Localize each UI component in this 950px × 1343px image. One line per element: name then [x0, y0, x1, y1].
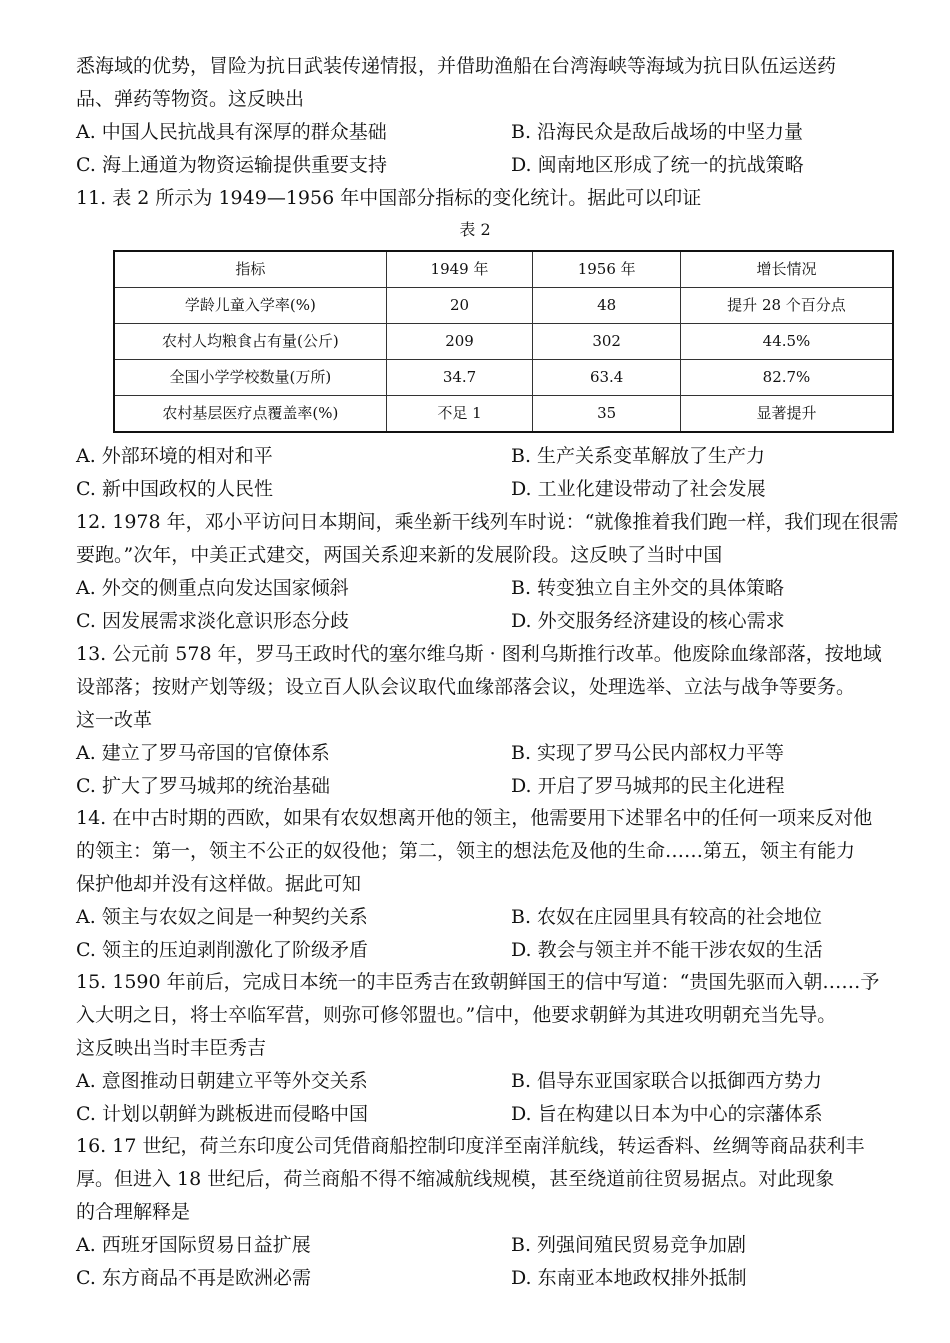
option-a[interactable]: A. 领主与农奴之间是一种契约关系	[76, 906, 368, 928]
table-cell: 44.5%	[680, 324, 893, 360]
table-row	[114, 396, 893, 433]
table-cell: 34.7	[386, 360, 533, 396]
question-15	[76, 966, 906, 1131]
option-d[interactable]: D. 开启了罗马城邦的民主化进程	[511, 775, 785, 797]
question-stem-line: 13. 公元前 578 年，罗马王政时代的塞尔维乌斯 · 图利乌斯推行改革。他废除血缘部落，按地域	[76, 643, 882, 665]
options-row	[76, 1262, 906, 1295]
table-cell: 显著提升	[680, 396, 893, 433]
table-cell: 农村人均粮食占有量(公斤)	[114, 324, 386, 360]
table-cell: 农村基层医疗点覆盖率(%)	[114, 396, 386, 433]
option-b[interactable]: B. 农奴在庄园里具有较高的社会地位	[511, 906, 823, 928]
options-row	[76, 1229, 906, 1262]
option-b[interactable]: B. 实现了罗马公民内部权力平等	[511, 742, 785, 764]
option-d[interactable]: D. 外交服务经济建设的核心需求	[511, 610, 785, 632]
options-row	[76, 473, 906, 506]
option-d[interactable]: D. 闽南地区形成了统一的抗战策略	[511, 154, 804, 176]
option-a[interactable]: A. 建立了罗马帝国的官僚体系	[76, 742, 330, 764]
option-b[interactable]: B. 转变独立自主外交的具体策略	[511, 577, 785, 599]
option-d[interactable]: D. 东南亚本地政权排外抵制	[511, 1267, 747, 1289]
table-row	[114, 288, 893, 324]
question-stem-line: 入大明之日，将士卒临军营，则弥可修邻盟也。”信中，他要求朝鲜为其进攻明朝充当先导。	[76, 1004, 837, 1026]
options-row	[76, 770, 906, 803]
question-stem-line: 保护他却并没有这样做。据此可知	[76, 873, 362, 895]
table-cell: 209	[386, 324, 533, 360]
question-stem-line: 16. 17 世纪，荷兰东印度公司凭借商船控制印度洋至南洋航线，转运香料、丝绸等商品获利丰	[76, 1135, 865, 1157]
table-row	[114, 324, 893, 360]
option-a[interactable]: A. 外部环境的相对和平	[76, 445, 273, 467]
options-row	[76, 149, 906, 182]
option-a[interactable]: A. 西班牙国际贸易日益扩展	[76, 1234, 311, 1256]
question-stem-line: 要跑。”次年，中美正式建交，两国关系迎来新的发展阶段。这反映了当时中国	[76, 544, 723, 566]
option-a[interactable]: A. 意图推动日朝建立平等外交关系	[76, 1070, 368, 1092]
question-14	[76, 802, 906, 967]
options-row	[76, 934, 906, 967]
option-d[interactable]: D. 教会与领主并不能干涉农奴的生活	[511, 939, 823, 961]
question-stem-line: 的合理解释是	[76, 1201, 191, 1223]
table-header-row	[114, 251, 893, 288]
option-b[interactable]: B. 沿海民众是敌后战场的中坚力量	[511, 121, 804, 143]
table-caption: 表 2	[459, 220, 491, 239]
options-row	[76, 605, 906, 638]
question-stem-line: 11. 表 2 所示为 1949—1956 年中国部分指标的变化统计。据此可以印证	[76, 187, 702, 209]
question-stem-line: 品、弹药等物资。这反映出	[76, 88, 305, 110]
table-row	[114, 360, 893, 396]
option-a[interactable]: A. 中国人民抗战具有深厚的群众基础	[76, 121, 387, 143]
option-c[interactable]: C. 领主的压迫剥削激化了阶级矛盾	[76, 939, 368, 961]
option-b[interactable]: B. 生产关系变革解放了生产力	[511, 445, 766, 467]
question-stem-line: 厚。但进入 18 世纪后，荷兰商船不得不缩减航线规模，甚至绕道前往贸易据点。对此现象	[76, 1168, 835, 1190]
option-d[interactable]: D. 旨在构建以日本为中心的宗藩体系	[511, 1103, 823, 1125]
option-c[interactable]: C. 海上通道为物资运输提供重要支持	[76, 154, 387, 176]
table-header: 增长情况	[680, 251, 893, 288]
table-cell: 82.7%	[680, 360, 893, 396]
option-c[interactable]: C. 因发展需求淡化意识形态分歧	[76, 610, 349, 632]
table-header: 1956 年	[533, 251, 681, 288]
question-stem-line: 这一改革	[76, 709, 153, 731]
table-header: 指标	[114, 251, 386, 288]
question-16	[76, 1130, 906, 1295]
option-a[interactable]: A. 外交的侧重点向发达国家倾斜	[76, 577, 349, 599]
question-12	[76, 506, 906, 638]
options-row	[76, 1098, 906, 1131]
options-row	[76, 440, 906, 473]
question-10	[76, 50, 906, 182]
option-c[interactable]: C. 东方商品不再是欧洲必需	[76, 1267, 311, 1289]
table-cell: 提升 28 个百分点	[680, 288, 893, 324]
table-cell: 48	[533, 288, 681, 324]
options-row	[76, 737, 906, 770]
statistics-table	[113, 250, 894, 433]
question-stem-line: 12. 1978 年，邓小平访问日本期间，乘坐新干线列车时说：“就像推着我们跑一样，我们现在很需	[76, 511, 899, 533]
options-row	[76, 1065, 906, 1098]
table-cell: 不足 1	[386, 396, 533, 433]
option-b[interactable]: B. 倡导东亚国家联合以抵御西方势力	[511, 1070, 823, 1092]
table-cell: 全国小学学校数量(万所)	[114, 360, 386, 396]
table-cell: 63.4	[533, 360, 681, 396]
question-stem-line: 这反映出当时丰臣秀吉	[76, 1037, 267, 1059]
option-b[interactable]: B. 列强间殖民贸易竞争加剧	[511, 1234, 747, 1256]
table-cell: 35	[533, 396, 681, 433]
table-cell: 20	[386, 288, 533, 324]
question-stem-line: 14. 在中古时期的西欧，如果有农奴想离开他的领主，他需要用下述罪名中的任何一项来反对他	[76, 807, 873, 829]
question-stem-line: 悉海域的优势，冒险为抗日武装传递情报，并借助渔船在台湾海峡等海域为抗日队伍运送药	[76, 55, 837, 77]
option-d[interactable]: D. 工业化建设带动了社会发展	[511, 478, 766, 500]
question-11	[76, 182, 906, 215]
question-stem-line: 设部落；按财产划等级；设立百人队会议取代血缘部落会议，处理选举、立法与战争等要务。	[76, 676, 856, 698]
question-stem-line: 的领主：第一，领主不公正的奴役他；第二，领主的想法危及他的生命……第五，领主有能力	[76, 840, 856, 862]
options-row	[76, 572, 906, 605]
table-cell: 302	[533, 324, 681, 360]
question-stem-line: 15. 1590 年前后，完成日本统一的丰臣秀吉在致朝鲜国王的信中写道：“贵国先驱而入朝……予	[76, 971, 880, 993]
option-c[interactable]: C. 扩大了罗马城邦的统治基础	[76, 775, 330, 797]
question-13	[76, 638, 906, 803]
table-cell: 学龄儿童入学率(%)	[114, 288, 386, 324]
table-header: 1949 年	[386, 251, 533, 288]
options-row	[76, 116, 906, 149]
options-row	[76, 901, 906, 934]
option-c[interactable]: C. 新中国政权的人民性	[76, 478, 273, 500]
option-c[interactable]: C. 计划以朝鲜为跳板进而侵略中国	[76, 1103, 368, 1125]
question-11-options	[76, 440, 906, 506]
